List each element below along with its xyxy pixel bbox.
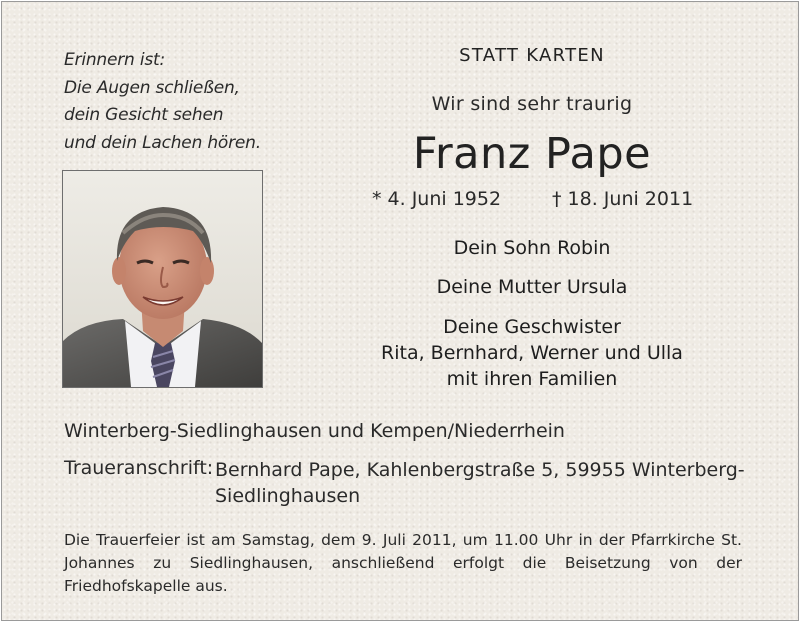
statt-karten-heading: STATT KARTEN (459, 45, 605, 66)
address-label: Traueranschrift: (64, 457, 214, 479)
obituary-card (1, 1, 799, 621)
portrait-photo (62, 170, 263, 388)
quote-line: und dein Lachen hören. (64, 132, 261, 153)
birth-date: * 4. Juni 1952 (372, 188, 502, 210)
quote-line: dein Gesicht sehen (64, 105, 224, 125)
place-line: Winterberg-Siedlinghausen und Kempen/Niederrhein (64, 420, 565, 442)
mourner-son: Dein Sohn Robin (453, 237, 611, 259)
address-line: Bernhard Pape, Kahlenbergstraße 5, 59955 Winterberg- (215, 459, 745, 481)
mourner-siblings (332, 314, 732, 392)
siblings-heading: Deine Geschwister (443, 316, 621, 338)
memorial-quote (64, 47, 261, 157)
death-date: † 18. Juni 2011 (552, 188, 694, 210)
deceased-name: Franz Pape (412, 129, 652, 179)
quote-line: Erinnern ist: (64, 50, 166, 70)
mourner-mother: Deine Mutter Ursula (436, 276, 628, 298)
siblings-families: mit ihren Familien (446, 368, 618, 390)
quote-line: Die Augen schließen, (64, 77, 240, 98)
siblings-names: Rita, Bernhard, Werner und Ulla (381, 342, 683, 364)
address-text (215, 457, 745, 509)
address-line: Siedlinghausen (215, 485, 361, 507)
funeral-notice: Die Trauerfeier ist am Samstag, dem 9. Juli 2011, um 11.00 Uhr in der Pfarrkirche St. Johannes zu Siedlinghausen, anschließend erfolgt die Beisetzung von der Friedhofskapelle aus. (64, 531, 742, 595)
intro-text: Wir sind sehr traurig (431, 93, 633, 115)
